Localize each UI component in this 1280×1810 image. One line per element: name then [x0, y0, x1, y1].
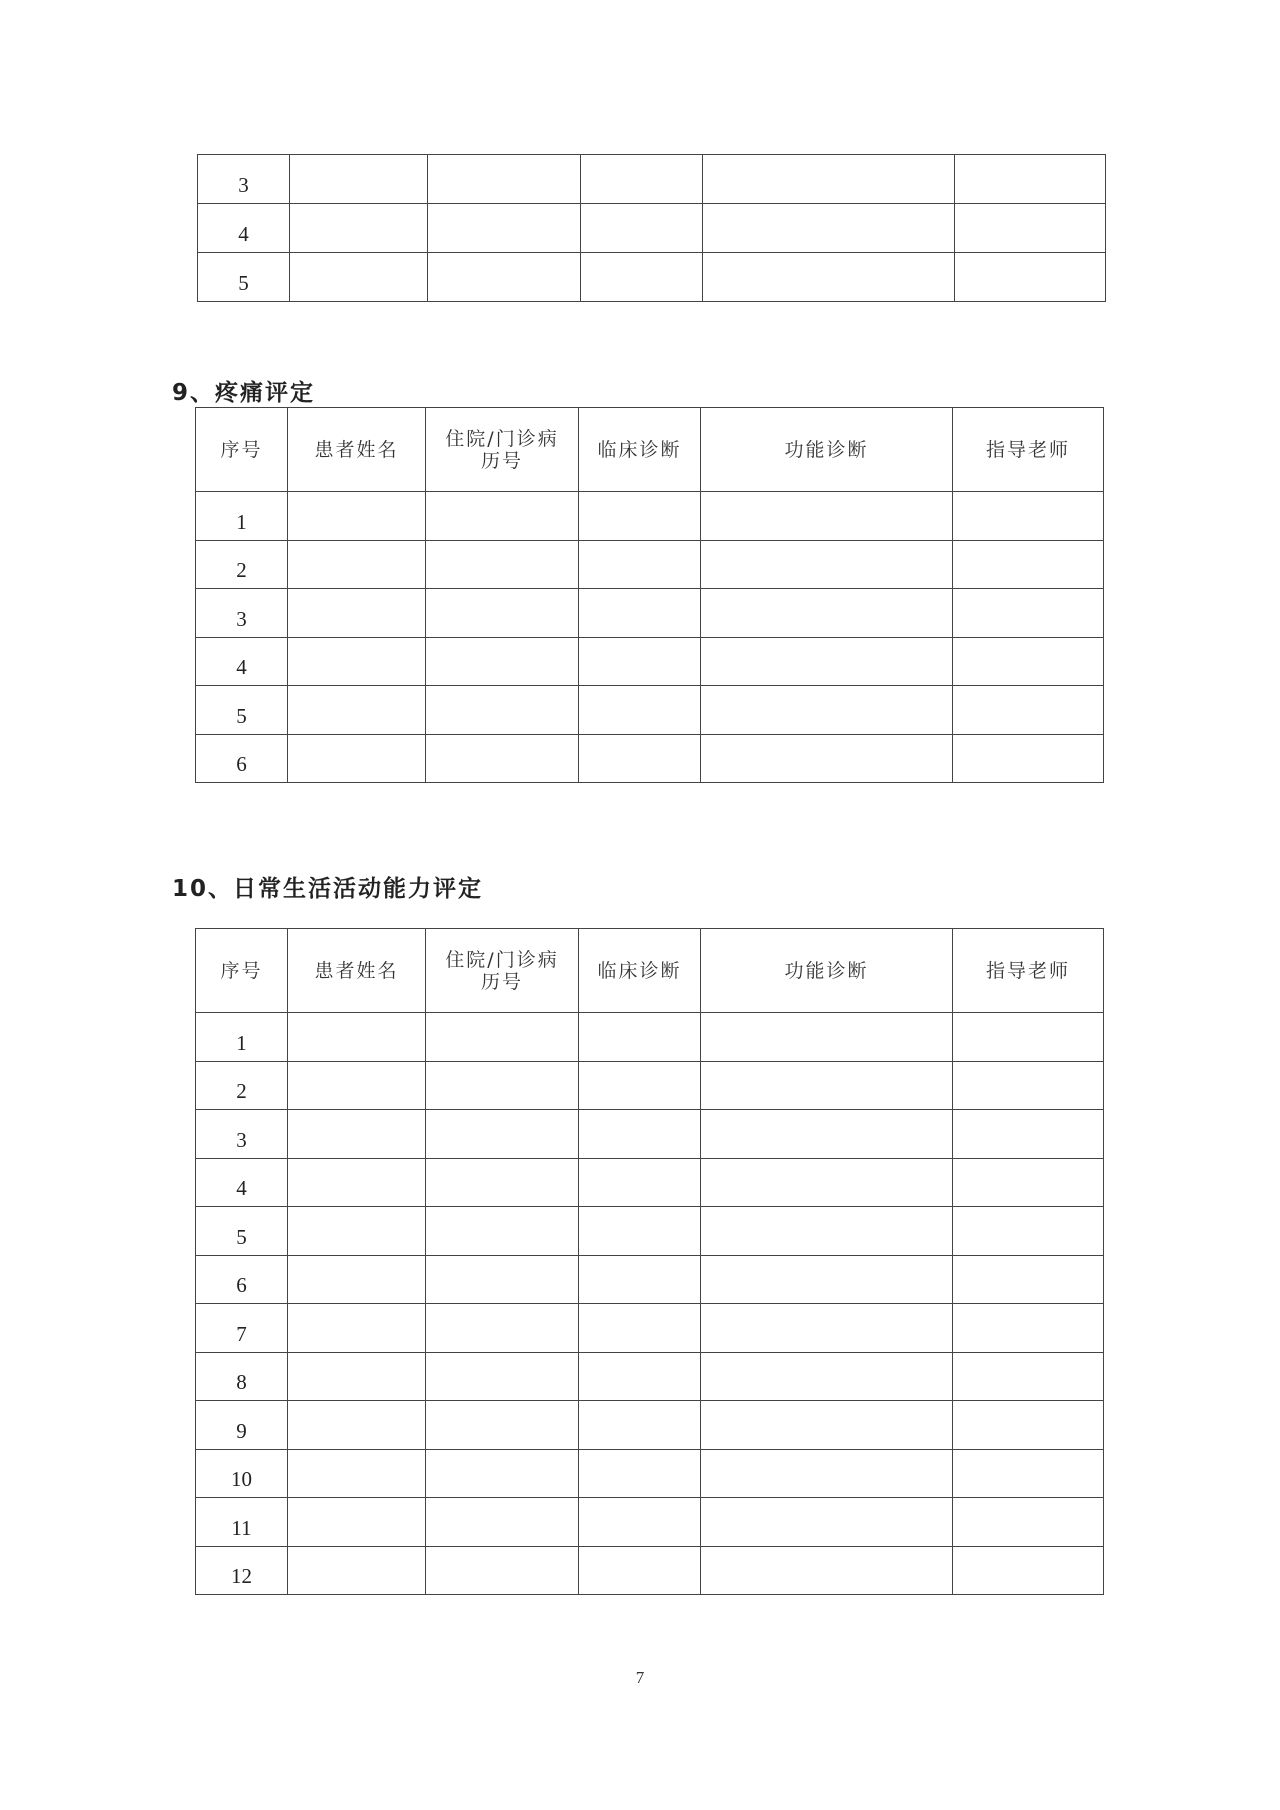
record-number-cell[interactable] — [426, 1449, 579, 1498]
record-number-cell[interactable] — [426, 686, 579, 735]
patient-name-cell[interactable] — [288, 589, 426, 638]
record-number-cell[interactable] — [426, 492, 579, 541]
header-record-number — [426, 408, 579, 492]
header-record-line2: 历号 — [480, 970, 523, 993]
table-row — [196, 1158, 1104, 1207]
row-number-cell: 1 — [196, 1013, 288, 1062]
functional-diagnosis-cell[interactable] — [701, 1207, 953, 1256]
record-number-cell[interactable] — [426, 1304, 579, 1353]
clinical-diagnosis-cell[interactable] — [579, 1401, 701, 1450]
table-row — [196, 734, 1104, 783]
row-number-cell: 5 — [196, 1207, 288, 1256]
record-number-cell[interactable] — [426, 1207, 579, 1256]
clinical-diagnosis-cell[interactable] — [579, 1352, 701, 1401]
header-seq: 序号 — [196, 929, 288, 1013]
clinical-diagnosis-cell[interactable] — [579, 1110, 701, 1159]
header-seq: 序号 — [196, 408, 288, 492]
instructor-cell[interactable] — [953, 1401, 1104, 1450]
record-number-cell[interactable] — [426, 734, 579, 783]
instructor-cell[interactable] — [953, 589, 1104, 638]
functional-diagnosis-cell[interactable] — [701, 734, 953, 783]
instructor-cell[interactable] — [953, 686, 1104, 735]
row-number-cell: 3 — [198, 155, 290, 204]
row-number-cell: 6 — [196, 734, 288, 783]
functional-diagnosis-cell[interactable] — [701, 1110, 953, 1159]
instructor-cell[interactable] — [953, 1158, 1104, 1207]
table-row — [198, 155, 1106, 204]
clinical-diagnosis-cell[interactable] — [579, 1546, 701, 1595]
instructor-cell[interactable] — [953, 734, 1104, 783]
instructor-cell[interactable] — [955, 155, 1106, 204]
record-number-cell[interactable] — [426, 589, 579, 638]
functional-diagnosis-cell[interactable] — [701, 492, 953, 541]
clinical-diagnosis-cell[interactable] — [579, 1013, 701, 1062]
header-clinical-diagnosis: 临床诊断 — [579, 408, 701, 492]
table-row — [196, 1013, 1104, 1062]
pain-assessment-table — [195, 407, 1104, 783]
instructor-cell[interactable] — [953, 1207, 1104, 1256]
functional-diagnosis-cell[interactable] — [701, 1255, 953, 1304]
table-row — [196, 637, 1104, 686]
patient-name-cell[interactable] — [288, 637, 426, 686]
patient-name-cell[interactable] — [288, 1013, 426, 1062]
functional-diagnosis-cell[interactable] — [701, 1498, 953, 1547]
instructor-cell[interactable] — [953, 1498, 1104, 1547]
row-number-cell: 4 — [196, 637, 288, 686]
functional-diagnosis-cell[interactable] — [703, 204, 955, 253]
patient-name-cell[interactable] — [288, 1498, 426, 1547]
clinical-diagnosis-cell[interactable] — [579, 1304, 701, 1353]
instructor-cell[interactable] — [953, 1449, 1104, 1498]
patient-name-cell[interactable] — [288, 1207, 426, 1256]
instructor-cell[interactable] — [953, 1110, 1104, 1159]
table-row — [196, 686, 1104, 735]
row-number-cell: 10 — [196, 1449, 288, 1498]
header-instructor: 指导老师 — [953, 929, 1104, 1013]
functional-diagnosis-cell[interactable] — [701, 540, 953, 589]
row-number-cell: 3 — [196, 1110, 288, 1159]
instructor-cell[interactable] — [953, 1352, 1104, 1401]
functional-diagnosis-cell[interactable] — [701, 1158, 953, 1207]
instructor-cell[interactable] — [955, 253, 1106, 302]
header-record-line1: 住院/门诊病 — [445, 948, 559, 971]
instructor-cell[interactable] — [955, 204, 1106, 253]
table-row — [196, 1546, 1104, 1595]
instructor-cell[interactable] — [953, 637, 1104, 686]
clinical-diagnosis-cell[interactable] — [579, 734, 701, 783]
clinical-diagnosis-cell[interactable] — [579, 686, 701, 735]
functional-diagnosis-cell[interactable] — [701, 1304, 953, 1353]
patient-name-cell[interactable] — [288, 1352, 426, 1401]
table-row — [196, 540, 1104, 589]
record-number-cell[interactable] — [426, 1546, 579, 1595]
row-number-cell: 3 — [196, 589, 288, 638]
row-number-cell: 4 — [196, 1158, 288, 1207]
patient-name-cell[interactable] — [290, 253, 428, 302]
clinical-diagnosis-cell[interactable] — [579, 1158, 701, 1207]
row-number-cell: 2 — [196, 1061, 288, 1110]
functional-diagnosis-cell[interactable] — [701, 1449, 953, 1498]
row-number-cell: 4 — [198, 204, 290, 253]
table-row — [196, 492, 1104, 541]
section-9-heading: 9、疼痛评定 — [172, 380, 316, 406]
header-functional-diagnosis: 功能诊断 — [701, 929, 953, 1013]
functional-diagnosis-cell[interactable] — [701, 1352, 953, 1401]
patient-name-cell[interactable] — [288, 540, 426, 589]
table-header-row — [196, 408, 1104, 492]
patient-name-cell[interactable] — [288, 1449, 426, 1498]
functional-diagnosis-cell[interactable] — [701, 1061, 953, 1110]
patient-name-cell[interactable] — [288, 686, 426, 735]
row-number-cell: 11 — [196, 1498, 288, 1547]
functional-diagnosis-cell[interactable] — [703, 155, 955, 204]
record-number-cell[interactable] — [426, 1498, 579, 1547]
patient-name-cell[interactable] — [288, 1158, 426, 1207]
header-record-number — [426, 929, 579, 1013]
row-number-cell: 7 — [196, 1304, 288, 1353]
table-row — [196, 1110, 1104, 1159]
instructor-cell[interactable] — [953, 492, 1104, 541]
clinical-diagnosis-cell[interactable] — [581, 204, 703, 253]
patient-name-cell[interactable] — [290, 204, 428, 253]
header-record-line1: 住院/门诊病 — [445, 427, 559, 450]
record-number-cell[interactable] — [428, 253, 581, 302]
record-number-cell[interactable] — [426, 1110, 579, 1159]
table-header-row — [196, 929, 1104, 1013]
row-number-cell: 1 — [196, 492, 288, 541]
clinical-diagnosis-cell[interactable] — [579, 540, 701, 589]
instructor-cell[interactable] — [953, 1013, 1104, 1062]
record-number-cell[interactable] — [426, 540, 579, 589]
record-number-cell[interactable] — [428, 155, 581, 204]
header-clinical-diagnosis: 临床诊断 — [579, 929, 701, 1013]
table-row — [196, 1061, 1104, 1110]
instructor-cell[interactable] — [953, 1255, 1104, 1304]
patient-name-cell[interactable] — [288, 1401, 426, 1450]
row-number-cell: 8 — [196, 1352, 288, 1401]
page-number: 7 — [635, 1668, 645, 1687]
section-10-heading: 10、日常生活活动能力评定 — [172, 876, 484, 902]
record-number-cell[interactable] — [426, 1401, 579, 1450]
functional-diagnosis-cell[interactable] — [701, 686, 953, 735]
record-number-cell[interactable] — [428, 204, 581, 253]
functional-diagnosis-cell[interactable] — [701, 1401, 953, 1450]
patient-name-cell[interactable] — [288, 1304, 426, 1353]
row-number-cell: 2 — [196, 540, 288, 589]
row-number-cell: 6 — [196, 1255, 288, 1304]
header-instructor: 指导老师 — [953, 408, 1104, 492]
instructor-cell[interactable] — [953, 1546, 1104, 1595]
table-row — [196, 1304, 1104, 1353]
clinical-diagnosis-cell[interactable] — [579, 492, 701, 541]
table-row — [196, 1401, 1104, 1450]
table-row — [196, 589, 1104, 638]
record-number-cell[interactable] — [426, 1158, 579, 1207]
patient-name-cell[interactable] — [288, 1110, 426, 1159]
header-record-line2: 历号 — [480, 449, 523, 472]
clinical-diagnosis-cell[interactable] — [579, 1255, 701, 1304]
table-row — [196, 1255, 1104, 1304]
functional-diagnosis-cell[interactable] — [701, 1013, 953, 1062]
table-row — [196, 1498, 1104, 1547]
table-row — [196, 1352, 1104, 1401]
clinical-diagnosis-cell[interactable] — [579, 589, 701, 638]
clinical-diagnosis-cell[interactable] — [579, 1449, 701, 1498]
row-number-cell: 12 — [196, 1546, 288, 1595]
table-row — [196, 1449, 1104, 1498]
instructor-cell[interactable] — [953, 540, 1104, 589]
record-number-cell[interactable] — [426, 637, 579, 686]
header-patient-name: 患者姓名 — [288, 929, 426, 1013]
record-number-cell[interactable] — [426, 1352, 579, 1401]
functional-diagnosis-cell[interactable] — [701, 1546, 953, 1595]
functional-diagnosis-cell[interactable] — [701, 637, 953, 686]
row-number-cell: 9 — [196, 1401, 288, 1450]
header-functional-diagnosis: 功能诊断 — [701, 408, 953, 492]
clinical-diagnosis-cell[interactable] — [579, 1498, 701, 1547]
patient-name-cell[interactable] — [288, 734, 426, 783]
patient-name-cell[interactable] — [288, 1255, 426, 1304]
table-row — [198, 253, 1106, 302]
record-number-cell[interactable] — [426, 1255, 579, 1304]
clinical-diagnosis-cell[interactable] — [579, 637, 701, 686]
table-row — [196, 1207, 1104, 1256]
row-number-cell: 5 — [198, 253, 290, 302]
header-patient-name: 患者姓名 — [288, 408, 426, 492]
record-number-cell[interactable] — [426, 1013, 579, 1062]
adl-assessment-table — [195, 928, 1104, 1595]
table-row — [198, 204, 1106, 253]
instructor-cell[interactable] — [953, 1304, 1104, 1353]
functional-diagnosis-cell[interactable] — [701, 589, 953, 638]
patient-name-cell[interactable] — [288, 1061, 426, 1110]
patient-name-cell[interactable] — [288, 1546, 426, 1595]
patient-name-cell[interactable] — [288, 492, 426, 541]
clinical-diagnosis-cell[interactable] — [579, 1207, 701, 1256]
functional-diagnosis-cell[interactable] — [703, 253, 955, 302]
continuation-table — [197, 154, 1106, 302]
clinical-diagnosis-cell[interactable] — [581, 253, 703, 302]
clinical-diagnosis-cell[interactable] — [581, 155, 703, 204]
patient-name-cell[interactable] — [290, 155, 428, 204]
row-number-cell: 5 — [196, 686, 288, 735]
record-number-cell[interactable] — [426, 1061, 579, 1110]
instructor-cell[interactable] — [953, 1061, 1104, 1110]
clinical-diagnosis-cell[interactable] — [579, 1061, 701, 1110]
